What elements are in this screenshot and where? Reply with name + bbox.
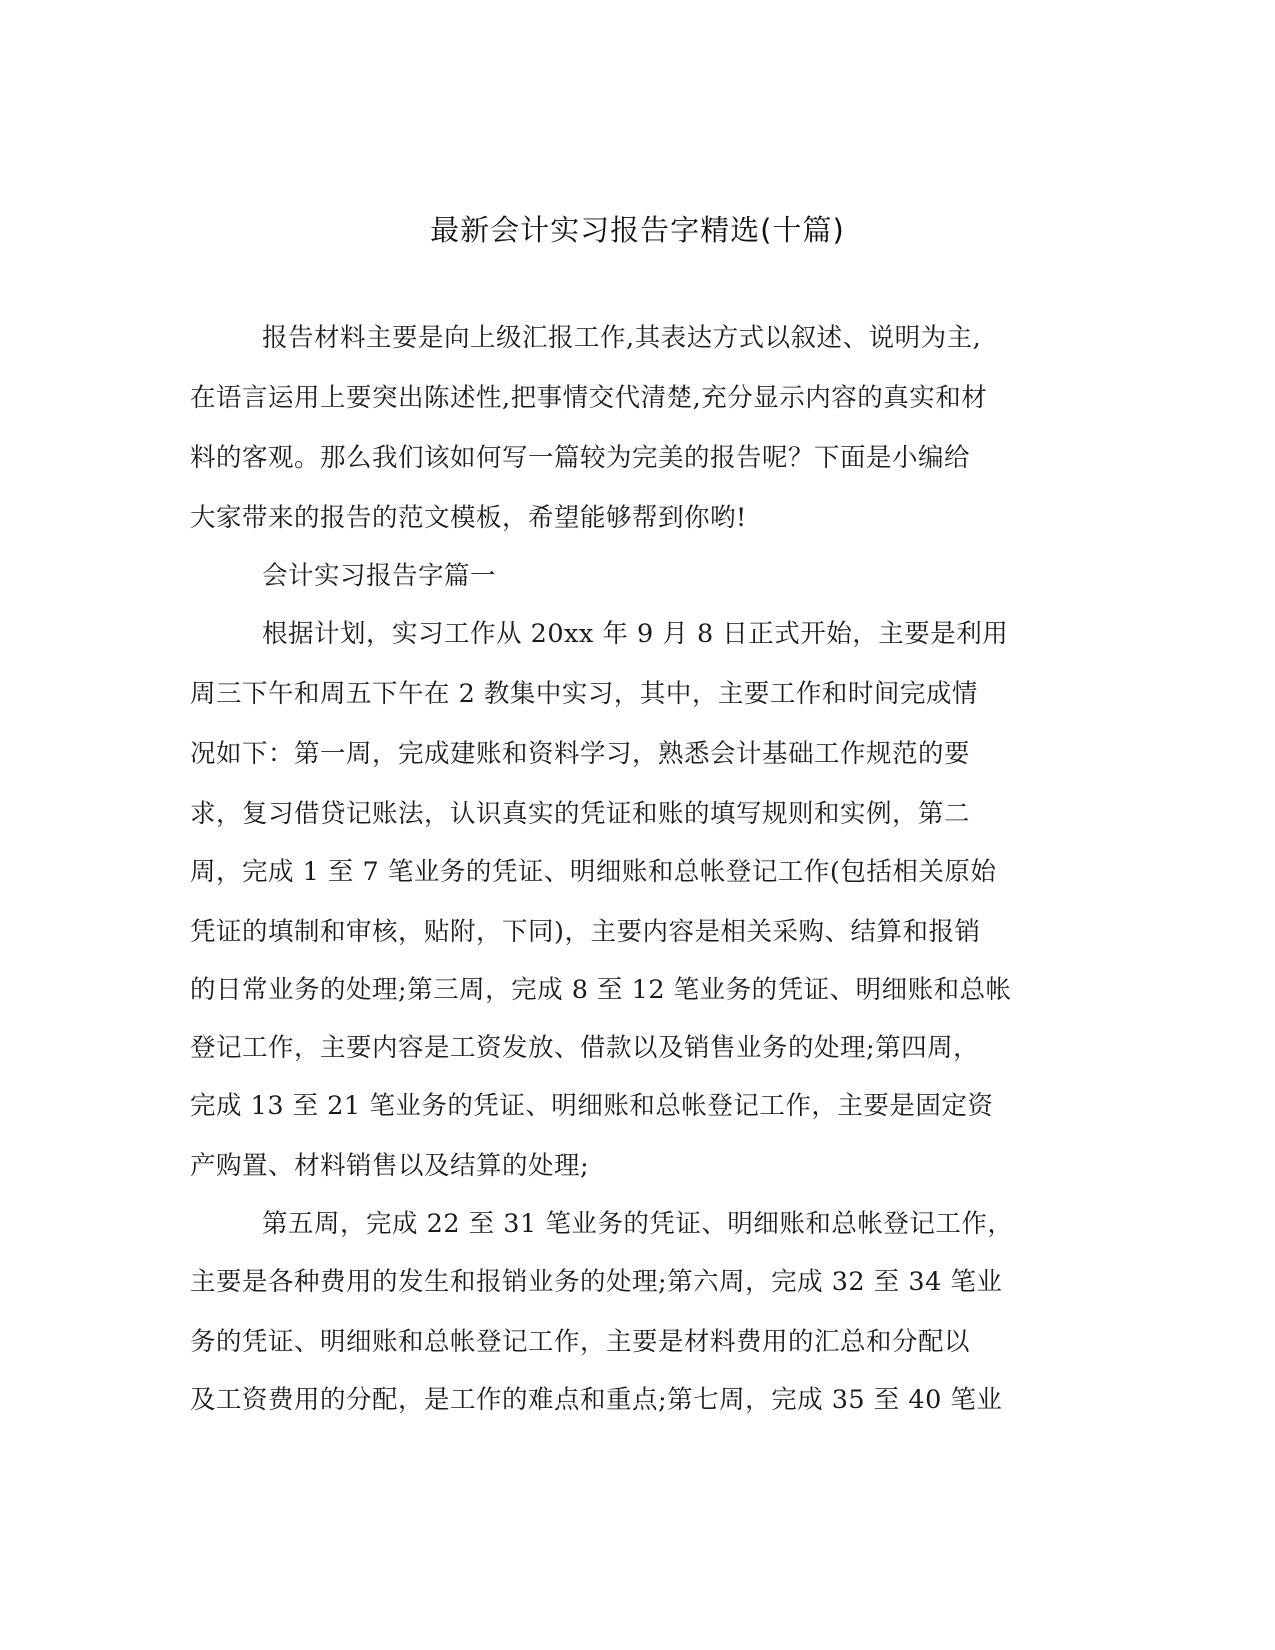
paragraph-line: 在语言运用上要突出陈述性,把事情交代清楚,充分显示内容的真实和材 xyxy=(190,383,988,413)
paragraph-line: 料的客观。那么我们该如何写一篇较为完美的报告呢？下面是小编给 xyxy=(190,443,971,473)
paragraph-line: 况如下：第一周，完成建账和资料学习，熟悉会计基础工作规范的要 xyxy=(190,739,971,769)
paragraph-line: 报告材料主要是向上级汇报工作,其表达方式以叙述、说明为主, xyxy=(262,323,982,353)
document-title: 最新会计实习报告字精选(十篇) xyxy=(430,213,845,247)
paragraph-line: 的日常业务的处理;第三周，完成 8 至 12 笔业务的凭证、明细账和总帐 xyxy=(190,975,1012,1005)
paragraph-line: 登记工作，主要内容是工资发放、借款以及销售业务的处理;第四周， xyxy=(190,1033,980,1063)
paragraph-line: 周三下午和周五下午在 2 教集中实习，其中，主要工作和时间完成情 xyxy=(190,679,978,709)
paragraph-line: 产购置、材料销售以及结算的处理; xyxy=(190,1151,590,1181)
paragraph-line: 完成 13 至 21 笔业务的凭证、明细账和总帐登记工作，主要是固定资 xyxy=(190,1091,994,1121)
paragraph-line: 主要是各种费用的发生和报销业务的处理;第六周，完成 32 至 34 笔业 xyxy=(190,1267,1003,1297)
paragraph-line: 第五周，完成 22 至 31 笔业务的凭证、明细账和总帐登记工作， xyxy=(262,1209,1014,1239)
paragraph-line: 根据计划，实习工作从 20xx 年 9 月 8 日正式开始，主要是利用 xyxy=(262,619,1009,649)
paragraph-line: 周，完成 1 至 7 笔业务的凭证、明细账和总帐登记工作(包括相关原始 xyxy=(190,857,997,887)
paragraph-line: 大家带来的报告的范文模板，希望能够帮到你哟! xyxy=(190,503,747,533)
paragraph-line: 求，复习借贷记账法，认识真实的凭证和账的填写规则和实例，第二 xyxy=(190,799,971,829)
section-heading: 会计实习报告字篇一 xyxy=(262,561,497,591)
paragraph-line: 及工资费用的分配，是工作的难点和重点;第七周，完成 35 至 40 笔业 xyxy=(190,1385,1003,1415)
paragraph-line: 凭证的填制和审核，贴附，下同)，主要内容是相关采购、结算和报销 xyxy=(190,917,981,947)
paragraph-line: 务的凭证、明细账和总帐登记工作，主要是材料费用的汇总和分配以 xyxy=(190,1327,971,1357)
